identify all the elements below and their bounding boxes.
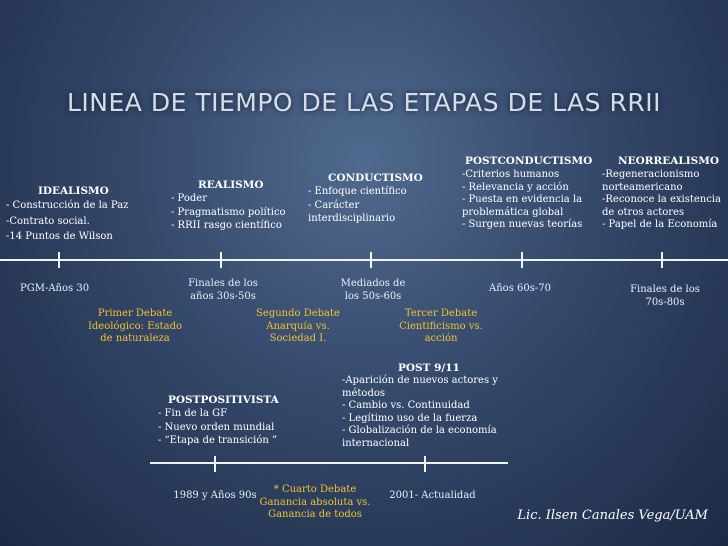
timeline-1-tick-pgm (58, 252, 60, 268)
debate-segundo (248, 308, 348, 346)
conductismo-block (308, 172, 423, 226)
date-line: Finales de los (630, 284, 700, 295)
debate-line: Cientificismo vs. (399, 320, 483, 332)
timeline-1-axis (0, 259, 728, 261)
timeline-2-tick-postpositivista (214, 456, 216, 472)
conductismo-item: - Enfoque científico (308, 186, 407, 197)
debate-line: Anarquía vs. (266, 320, 330, 332)
date-line: años 30s-50s (190, 290, 256, 302)
post911-item: - Legítimo uso de la fuerza (342, 412, 478, 424)
timeline-1-tick-conductismo (370, 252, 372, 268)
post911-block (342, 362, 498, 450)
debate-line: de naturaleza (100, 333, 170, 344)
idealismo-item: - Construcción de la Paz (6, 200, 129, 211)
debate-line: Ideológico: Estado (87, 320, 183, 332)
slide-title: LINEA DE TIEMPO DE LAS ETAPAS DE LAS RRII (67, 88, 661, 117)
date-mediados-50-60 (328, 278, 418, 303)
debate-tercero (391, 308, 491, 346)
neorrealismo-item: de otros actores (602, 206, 685, 218)
debate-cuarto (255, 484, 375, 522)
postconductismo-block (462, 155, 592, 232)
post911-item: métodos (342, 387, 385, 399)
date-line: Finales de los (188, 278, 258, 289)
post911-item: - Globalización de la economía (342, 425, 497, 436)
date-finales-30-50 (178, 278, 268, 303)
date-line: 70s-80s (645, 296, 685, 308)
idealismo-block (6, 185, 128, 244)
timeline-2-tick-post911 (424, 456, 426, 472)
postconductismo-item: -Criterios humanos (462, 169, 560, 180)
date-finales-70-80 (620, 284, 710, 309)
neorrealismo-item: - Papel de la Economía (602, 219, 718, 230)
realismo-heading: REALISMO (198, 179, 264, 191)
neorrealismo-item: norteamericano (602, 181, 683, 193)
neorrealismo-block (602, 155, 721, 232)
post911-item: - Cambio vs. Continuidad (342, 400, 470, 411)
debate-line: * Cuarto Debate (273, 484, 357, 495)
debate-line: Primer Debate (97, 308, 173, 319)
realismo-item: - RRII rasgo científico (171, 220, 282, 231)
postconductismo-item: - Relevancia y acción (462, 181, 569, 193)
date-pgm: PGM-Años 30 (20, 283, 90, 294)
idealismo-item: -Contrato social. (6, 215, 90, 227)
debate-line: Ganancia absoluta vs. (259, 496, 371, 508)
date-line: los 50s-60s (344, 290, 402, 302)
realismo-block (171, 179, 286, 233)
conductismo-item: - Carácter (308, 199, 360, 211)
debate-line: Tercer Debate (404, 308, 478, 319)
debate-line: Segundo Debate (256, 308, 340, 319)
idealismo-heading: IDEALISMO (38, 185, 109, 197)
postconductismo-item: - Surgen nuevas teorías (462, 219, 583, 230)
postpositivista-block (158, 394, 279, 448)
timeline-1-tick-realismo (220, 252, 222, 268)
postpositivista-heading: POSTPOSITIVISTA (168, 394, 279, 406)
post911-item: internacional (342, 437, 410, 449)
neorrealismo-heading: NEORREALISMO (618, 155, 719, 167)
post911-heading: POST 9/11 (398, 362, 460, 374)
conductismo-heading: CONDUCTISMO (328, 172, 423, 184)
timeline-2-axis (150, 462, 508, 464)
postconductismo-item: - Puesta en evidencia la (462, 194, 583, 205)
date-anios-60-70: Años 60s-70 (489, 283, 551, 294)
realismo-item: - Pragmatismo político (171, 206, 286, 218)
idealismo-item: -14 Puntos de Wilson (6, 231, 113, 242)
neorrealismo-item: -Reconoce la existencia (602, 194, 721, 205)
debate-line: Ganancia de todos (268, 509, 362, 520)
timeline-1-tick-neorrealismo (661, 252, 663, 268)
author-signature: Lic. Ilsen Canales Vega/UAM (517, 508, 708, 523)
post911-item: -Aparición de nuevos actores y (342, 375, 498, 386)
postpositivista-item: - Nuevo orden mundial (158, 421, 275, 433)
postconductismo-item: problemática global (462, 206, 564, 218)
postconductismo-heading: POSTCONDUCTISMO (465, 155, 593, 167)
debate-line: acción (424, 333, 458, 344)
neorrealismo-item: -Regeneracionismo (602, 169, 700, 180)
postpositivista-item: - Fin de la GF (158, 408, 228, 419)
timeline-1-tick-postconductismo (521, 252, 523, 268)
conductismo-item: interdisciplinario (308, 213, 396, 224)
debate-line: Sociedad I. (269, 333, 327, 344)
postpositivista-item: - “Etapa de transición ” (158, 435, 278, 446)
date-line: Mediados de (340, 278, 406, 289)
date-2001-actualidad: 2001- Actualidad (389, 490, 476, 501)
realismo-item: - Poder (171, 193, 208, 204)
debate-primero (85, 308, 185, 346)
date-1989-90: 1989 y Años 90s (173, 490, 257, 501)
